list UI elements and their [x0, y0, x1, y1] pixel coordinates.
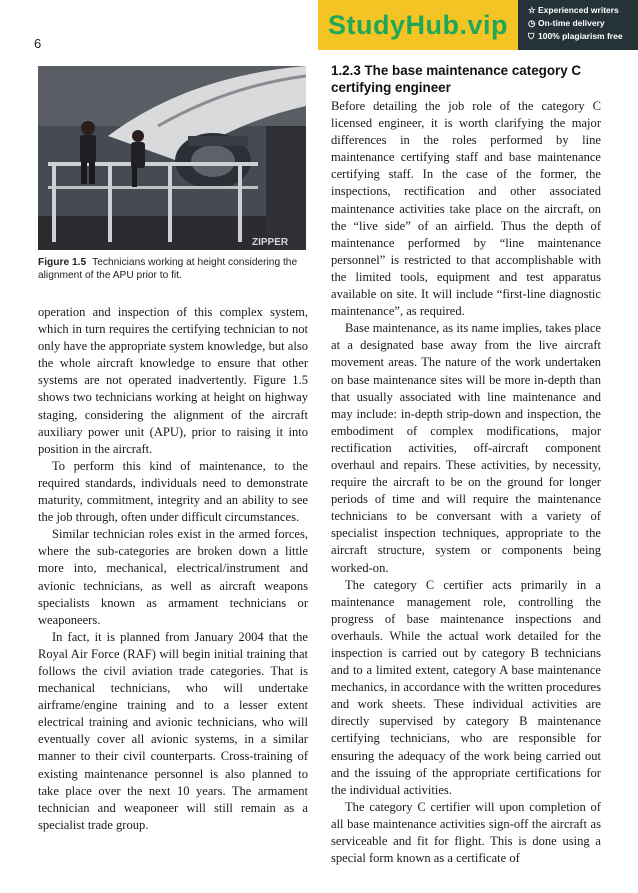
paragraph: operation and inspection of this complex system, which in turn requires the certifying technician to not only have the appropriate system knowledge, but also the whole aircraft knowledge to ensure that other systems are not operated inadvertently. Figure 1.5 shows two technicians working at height on highway staging, considering the alignment of the aircraft auxiliary power unit (APU), prior to raising it into position in the aircraft. [38, 305, 308, 456]
page-number: 6 [34, 36, 42, 51]
clock-icon: ◷ [528, 18, 536, 28]
paragraph: Base maintenance, as its name implies, takes place at a designated base away from the live aircraft movement areas. The nature of the work undertaken on base maintenance sites will be more in-depth than that usually associated with line maintenance and may include: in-depth strip-down and inspection, the embodiment of complex modifications, major rectification activities, off-aircraft component overhaul and repairs. These activities, by necessity, require the aircraft to be on the ground for longer periods of time and will require the maintenance technicians to be conversant with a variety of specialist inspection techniques, appropriate to the aircraft structure, system or components being worked-on. [331, 321, 601, 575]
paragraph: Similar technician roles exist in the armed forces, where the sub-categories are broken down a little more into, mechanical, electrical/instrument and avionic technicians, as well as aircraft weapons specialists known as armament technicians or weaponeers. [38, 527, 308, 627]
brand-logo[interactable]: StudyHub.vip [318, 0, 518, 50]
shield-icon: ⛉ [528, 31, 535, 41]
paragraph: To perform this kind of maintenance, to the required standards, individuals need to demonstrate maturity, commitment, integrity and an ability to see the job through, often under difficult circumstances. [38, 458, 308, 525]
photo-watermark: ZIPPER [252, 237, 289, 248]
star-icon: ☆ [528, 5, 536, 15]
perk-item: ☆ Experienced writers [528, 5, 619, 15]
paragraph: The category C certifier will upon completion of all base maintenance activities sign-off the aircraft as serviceable and fit for flight. This is done using a special form known as a certificate of [331, 799, 601, 866]
figure-caption [38, 256, 306, 282]
figure-photo [38, 66, 306, 250]
section-heading: 1.2.3 The base maintenance category C certifying engineer [331, 63, 582, 95]
figure-caption-text: Technicians working at height considering the alignment of the APU prior to fit. [38, 257, 298, 281]
left-column [38, 304, 308, 834]
perk-item: ◷ On-time delivery [528, 18, 605, 28]
paragraph: In fact, it is planned from January 2004 that the Royal Air Force (RAF) will begin initial training that follows the civil aviation trade categories. That is mechanical technicians, who will undertake airframe/engine training and to a lesser extent electrical training and avionic technicians, who will eventually cover all avionic systems, in a similar manner to their civil counterparts. Cross-training of existing maintenance personnel is also planned to take place over the next 10 years. The armament technician and weaponeer will still remain as a specialist trade group. [38, 629, 308, 832]
right-column [331, 98, 601, 867]
perk-item: ⛉ 100% plagiarism free [528, 31, 623, 41]
figure-label: Figure 1.5 [38, 257, 87, 268]
photo-illustration [38, 66, 306, 250]
perk-list [518, 0, 638, 50]
paragraph: Before detailing the job role of the category C licensed engineer, it is worth clarifying the major differences in the roles performed by line maintenance certifying staff and base maintenance certifying staff. In the case of the former, the inspections, rectification and other associated maintenance activities take place on the aircraft, on the “live side” of an airfield. Thus the depth of maintenance performed by “line maintenance personnel” is restricted to that accomplishable with the limited tools, equipment and test apparatus available on site. It will include “first-line diagnostic maintenance”, as required. [331, 99, 601, 319]
paragraph: The category C certifier acts primarily in a maintenance management role, controlling the progress of base maintenance inspections and overhauls. While the actual work detailed for the inspection is carried out by category B technicians and to a limited extent, category A base maintenance mechanics, in accordance with the written procedures and work sheets. These individual activities are directly supervised by category B maintenance certifying technicians, who are responsible for ensuring the adequacy of the work being carried out and the issuing of the appropriate certifications for the individual activities. [331, 577, 601, 797]
ad-banner[interactable] [318, 0, 638, 50]
